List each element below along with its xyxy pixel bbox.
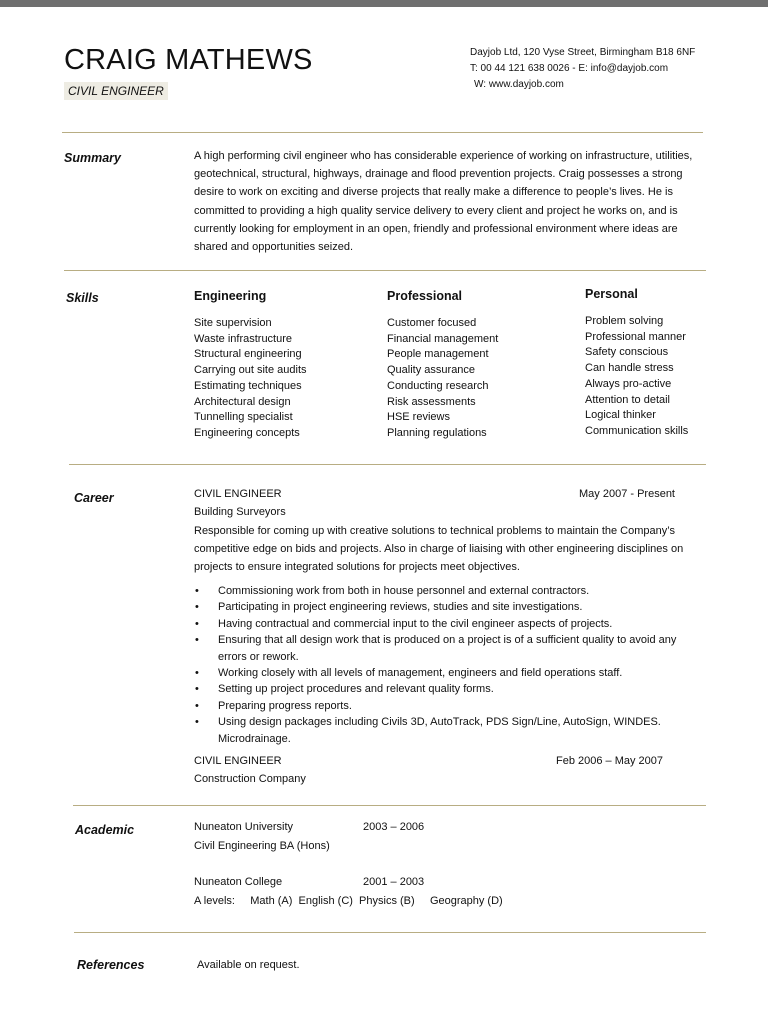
job-title-badge: CIVIL ENGINEER: [64, 82, 168, 100]
skill-item: Safety conscious: [585, 346, 669, 359]
top-border-bar: [0, 0, 768, 7]
list-item: • Commissioning work from both in house personnel and external contractors.: [195, 585, 590, 597]
job-description: Responsible for coming up with creative solutions to technical problems to maintain the Company’s competitive edge on bids and projects. Also in charge of liaising with other engineering disciplines on projects to ensure integrated solutions for projects meet objectives.: [194, 525, 684, 574]
job-responsibilities-list: [194, 583, 694, 745]
skill-item: Professional manner: [585, 330, 686, 343]
academic-qualification: Civil Engineering BA (Hons): [194, 840, 330, 852]
contact-address: Dayjob Ltd, 120 Vyse Street, Birmingham B18 6NF: [470, 47, 696, 58]
academic-heading: Academic: [75, 823, 135, 837]
job-dates: Feb 2006 – May 2007: [556, 755, 664, 767]
divider-header: [62, 132, 703, 133]
academic-qualification: A levels: Math (A) English (C) Physics (B) Geography (D): [194, 895, 503, 907]
skills-column-title: Engineering: [194, 289, 267, 303]
skill-item: Attention to detail: [585, 393, 671, 406]
skill-item: Always pro-active: [585, 377, 672, 390]
skill-item: Problem solving: [585, 315, 664, 327]
skills-column-professional: [387, 289, 498, 442]
list-item: • Using design packages including Civils 3D, AutoTrack, PDS Sign/Line, AutoSign, WINDES. Microdrainage.: [195, 716, 661, 745]
contact-phone-email: T: 00 44 121 638 0026 - E: info@dayjob.com: [470, 63, 669, 74]
contact-web: W: www.dayjob.com: [474, 79, 564, 90]
contact-block: [470, 45, 695, 93]
skill-item: Customer focused: [387, 317, 477, 329]
job-title: CIVIL ENGINEER: [194, 755, 282, 767]
list-item: • Setting up project procedures and relevant quality forms.: [195, 683, 494, 696]
skill-item: Carrying out site audits: [194, 364, 307, 377]
summary-heading: Summary: [64, 151, 121, 165]
skill-item: Structural engineering: [194, 348, 302, 361]
references-heading: References: [77, 958, 145, 972]
skills-column-engineering: [194, 289, 307, 442]
skill-item: Planning regulations: [387, 426, 487, 439]
skill-item: Quality assurance: [387, 364, 476, 377]
references-text: Available on request.: [197, 959, 300, 971]
list-item: • Preparing progress reports.: [195, 699, 352, 712]
list-item: • Participating in project engineering reviews, studies and site investigations.: [195, 601, 583, 614]
list-item: • Ensuring that all design work that is produced on a project is of a sufficient quality to avoid any errors or rework.: [195, 634, 677, 663]
skill-item: Risk assessments: [387, 395, 476, 408]
skill-item: Site supervision: [194, 317, 272, 329]
skills-heading: Skills: [66, 291, 99, 305]
skills-column-title: Personal: [585, 287, 638, 301]
skill-item: People management: [387, 348, 489, 361]
divider-summary: [64, 270, 706, 271]
academic-institution: Nuneaton University: [194, 821, 294, 833]
skill-item: Engineering concepts: [194, 426, 300, 439]
summary-text: A high performing civil engineer who has considerable experience of working on infrastructure, utilities, geotechnical, structural, highways, drainage and flood prevention projects. Craig possesses a strong desire to work on exciting and diverse projects that really make a difference to people’s lives. He is committed to providing a high quality service delivery to every client and project he works on, and is currently looking for employment in an open, friendly and professional environment where ideas are shared and opportunities seized.: [194, 150, 693, 254]
skill-item: Tunnelling specialist: [194, 411, 293, 424]
skill-item: Waste infrastructure: [194, 332, 293, 345]
divider-academic: [74, 932, 706, 933]
skill-item: Estimating techniques: [194, 379, 302, 392]
academic-years: 2003 – 2006: [363, 821, 425, 833]
job-company: Construction Company: [194, 773, 306, 785]
job-title: CIVIL ENGINEER: [194, 488, 282, 500]
academic-years: 2001 – 2003: [363, 876, 425, 888]
skill-item: Logical thinker: [585, 409, 656, 422]
skill-item: Conducting research: [387, 379, 489, 392]
skills-column-title: Professional: [387, 289, 463, 303]
skill-item: Architectural design: [194, 395, 291, 408]
skill-item: Communication skills: [585, 424, 689, 437]
skill-item: Financial management: [387, 332, 499, 345]
job-dates: May 2007 - Present: [579, 488, 675, 500]
career-heading: Career: [74, 491, 114, 505]
divider-skills: [69, 464, 706, 465]
academic-institution: Nuneaton College: [194, 876, 283, 888]
divider-career: [73, 805, 706, 806]
skill-item: Can handle stress: [585, 362, 674, 375]
candidate-name: CRAIG MATHEWS: [64, 44, 313, 76]
list-item: • Working closely with all levels of management, engineers and field operations staff.: [195, 667, 623, 680]
skills-column-personal: [585, 287, 688, 440]
skill-item: HSE reviews: [387, 411, 450, 424]
job-company: Building Surveyors: [194, 506, 286, 518]
list-item: • Having contractual and commercial input to the civil engineer aspects of projects.: [195, 617, 613, 630]
